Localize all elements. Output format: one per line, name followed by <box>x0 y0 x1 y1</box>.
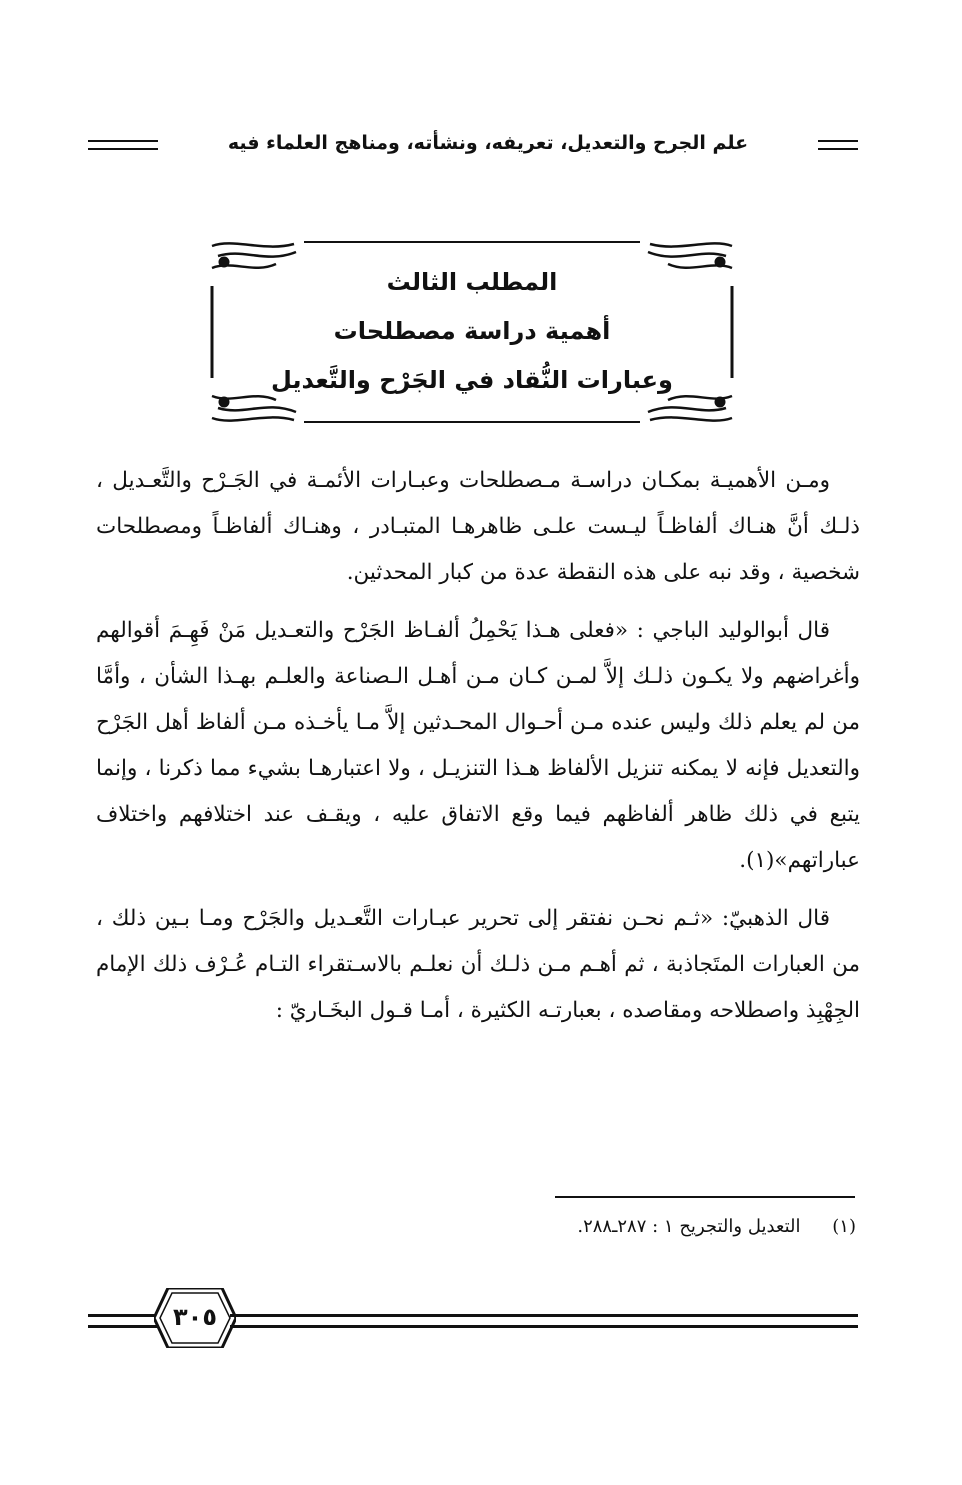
section-title-line-1: المطلب الثالث <box>386 268 558 296</box>
footnote-text: التعديل والتجريح ١ : ٢٨٧ـ٢٨٨. <box>577 1216 801 1237</box>
footnote <box>156 1212 856 1242</box>
header-rule-left <box>88 140 158 150</box>
paragraph: ومـن الأهميـة بمكـان دراسـة مـصطلحات وعبـارات الأئمـة في الجَـرْح والتَّعـديل ، ذلـك أنَّ هنـاك ألفاظـاً ليـست علـى ظاهرهـا المتبـادر ، وهنـاك ألفاظـاً ومصطلحات شخصية ، وقد نبه على هذه النقطة عدة من كبار المحدثين. <box>96 468 860 585</box>
section-title-line-2: أهمية دراسة مصطلحات <box>333 317 611 345</box>
paragraph: قال الذهبيّ: «ثـم نحـن نفتقر إلى تحرير عبـارات التَّعـديل والجَرْح ومـا بـين ذلك ، من العبارات المتَجاذبة ، ثم أهـم مـن ذلـك أن نعلـم بالاسـتقراء التـام عُـرْف ذلك الإمام الجِهْبِذ واصطلاحه ومقاصده ، بعبارتـه الكثيرة ، أمـا قـول البخَـاريّ : <box>96 906 860 1023</box>
section-title-line-3: وعبارات النُّقاد في الجَرْح والتَّعديل <box>271 366 673 394</box>
page-number: ٣٠٥ <box>173 1303 217 1331</box>
footnote-marker: (١) <box>832 1216 856 1237</box>
body-text <box>96 458 860 1046</box>
footer-rule-right <box>230 1314 858 1328</box>
section-title <box>264 258 680 405</box>
header-rule-right <box>818 140 858 150</box>
section-title-frame <box>204 238 740 426</box>
running-header-title: علم الجرح والتعديل، تعريفه، ونشأته، ومناهج العلماء فيه <box>227 132 749 154</box>
page-footer <box>88 1288 858 1358</box>
paragraph: قال أبوالوليد الباجي : «فعلى هـذا يَحْمِلُ ألفـاظ الجَرْح والتعـديل مَنْ فَهِـمَ أقوالهم وأغراضهم ولا يكـون ذلـك إلاَّ لمـن كـان مـن أهـل الـصناعة والعلـم بهـذا الشأن ، وأمَّا من لم يعلم ذلك وليس عنده مـن أحـوال المحـدثين إلاَّ مـا يأخـذه مـن ألفاظ أهل الجَرْح والتعديل فإنه لا يمكنه تنزيل الألفاظ هـذا التنزيـل ، ولا اعتبارهـا بشيء مما ذكرنا ، وإنما يتبع في ذلك ظاهر ألفاظهم فيما وقع الاتفاق عليه ، ويقـف عند اختلافهم واختلاف عباراتهم»(١). <box>96 618 860 873</box>
running-header <box>88 128 858 158</box>
footer-rule-left <box>88 1314 160 1328</box>
footnote-separator <box>555 1196 855 1198</box>
